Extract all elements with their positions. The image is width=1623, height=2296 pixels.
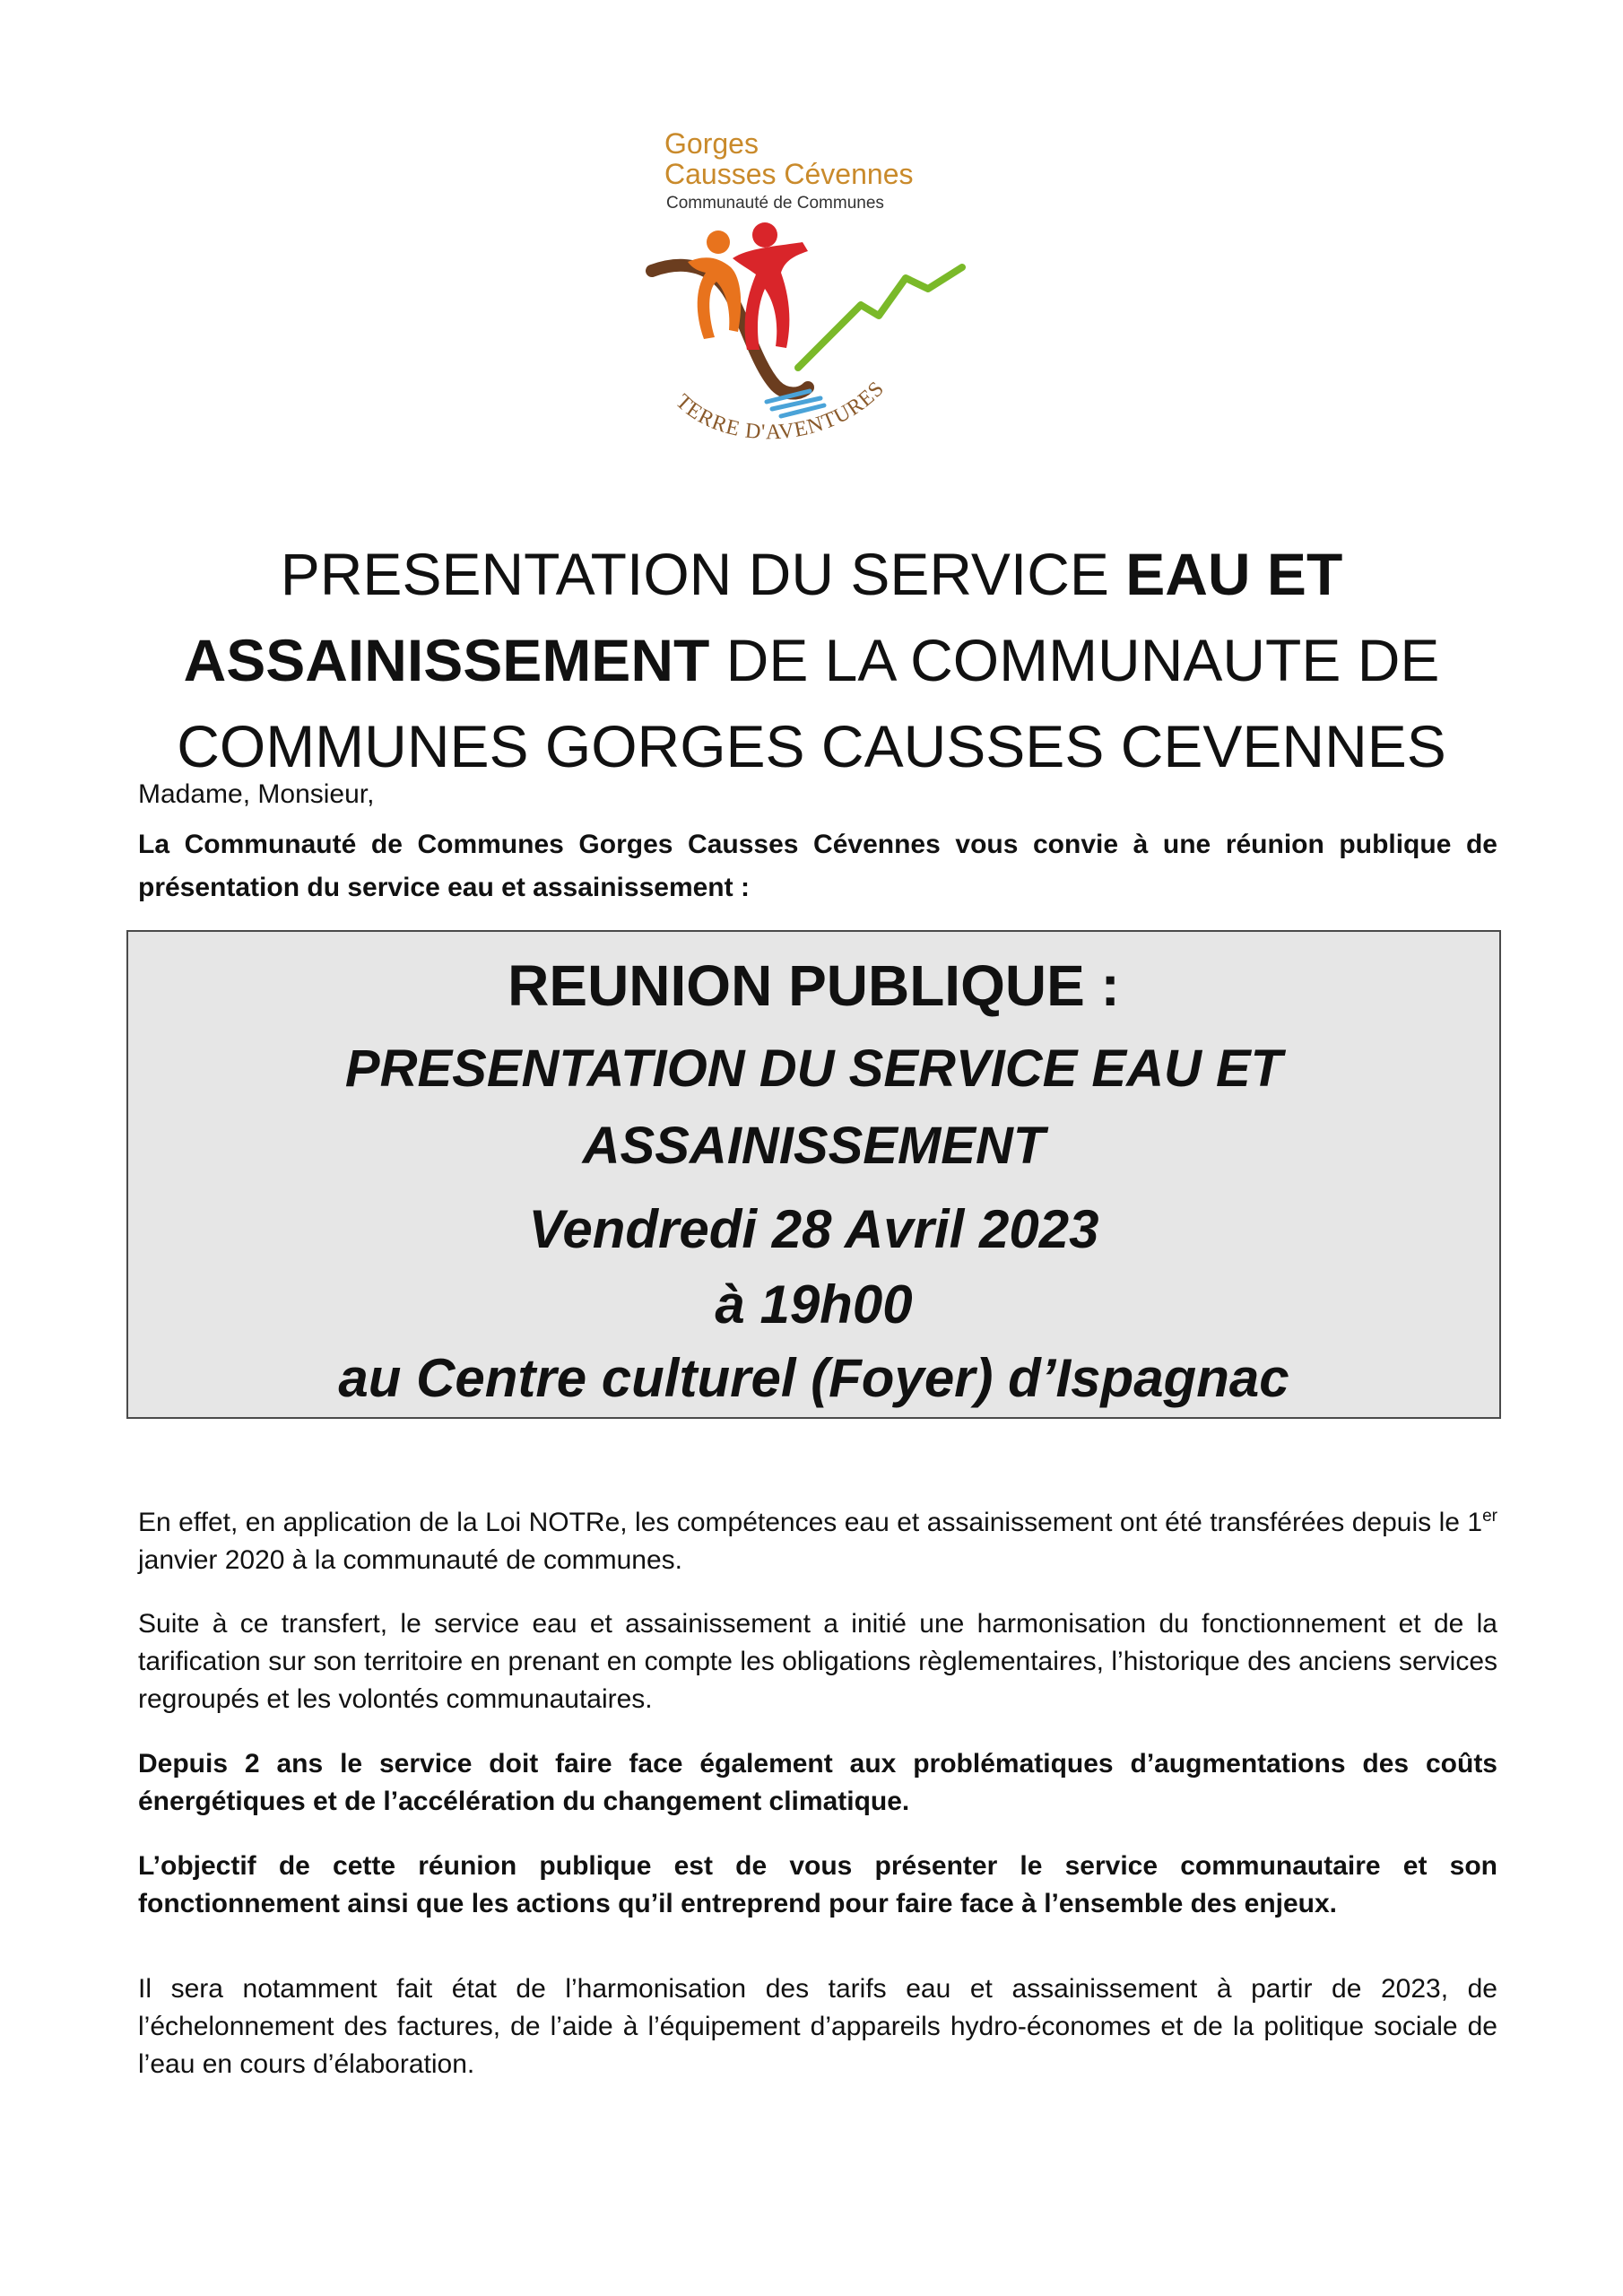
- paragraph-energy-climate: Depuis 2 ans le service doit faire face également aux problématiques d’augmentations des coûts énergétiques et de l’accélération du changement climatique.: [138, 1749, 1497, 1816]
- logo-line-causses-cevennes: Causses Cévennes: [664, 158, 914, 190]
- title-part-3: DE LA COMMUNAUTE DE COMMUNES GORGES CAUSSES CEVENNES: [177, 627, 1446, 780]
- meeting-heading: REUNION PUBLIQUE :: [508, 953, 1120, 1018]
- paragraph-1-superscript: er: [1482, 1507, 1497, 1526]
- meeting-time: à 19h00: [715, 1274, 913, 1335]
- meeting-subtitle: [128, 1031, 1499, 1185]
- paragraph-harmonisation: Suite à ce transfert, le service eau et assainissement a initié une harmonisation du fonctionnement et de la tarification sur son territoire en prenant en compte les obligations règlementaires, l’historique des anciens services regroupés et les volontés communautaires.: [138, 1609, 1497, 1714]
- paragraph-1-text-b: janvier 2020 à la communauté de communes.: [138, 1545, 683, 1575]
- paragraph-1-text-a: En effet, en application de la Loi NOTRe, les compétences eau et assainissement ont été transférées depuis le 1: [138, 1508, 1483, 1537]
- invitation-text: La Communauté de Communes Gorges Causses Cévennes vous convie à une réunion publique de présentation du service eau et assainissement :: [138, 830, 1497, 902]
- salutation: Madame, Monsieur,: [138, 779, 375, 809]
- title-part-bold: EAU ET ASSAINISSEMENT: [183, 541, 1343, 694]
- meeting-date: Vendredi 28 Avril 2023: [528, 1199, 1099, 1259]
- paragraph-objective: L’objectif de cette réunion publique est de vous présenter le service communautaire et son fonctionnement ainsi que les actions qu’il entreprend pour faire face à l’ensemble des enjeux.: [138, 1851, 1497, 1918]
- meeting-venue: au Centre culturel (Foyer) d’Ispagnac: [338, 1348, 1289, 1408]
- logo-line-communaute: Communauté de Communes: [666, 194, 884, 213]
- paragraph-tariffs: Il sera notamment fait état de l’harmonisation des tarifs eau et assainissement à partir de 2023, de l’échelonnement des factures, de l’aide à l’équipement d’appareils hydro-économes et de la politique sociale de l’eau en cours d’élaboration.: [138, 1974, 1497, 2079]
- page-title: [135, 531, 1488, 789]
- logo-line-gorges: Gorges: [664, 127, 759, 160]
- meeting-info-box: [126, 930, 1501, 1419]
- title-part-1: PRESENTATION DU SERVICE: [280, 541, 1126, 608]
- meeting-subtitle-line-1: PRESENTATION DU SERVICE EAU ET: [344, 1039, 1283, 1098]
- logo-figures-icon: [632, 215, 973, 439]
- logo-motto: TERRE D'AVENTURES: [671, 377, 890, 439]
- community-logo: [632, 108, 973, 439]
- paragraph-loi-notre: [138, 1504, 1497, 1579]
- meeting-subtitle-line-2: ASSAINISSEMENT: [582, 1117, 1046, 1175]
